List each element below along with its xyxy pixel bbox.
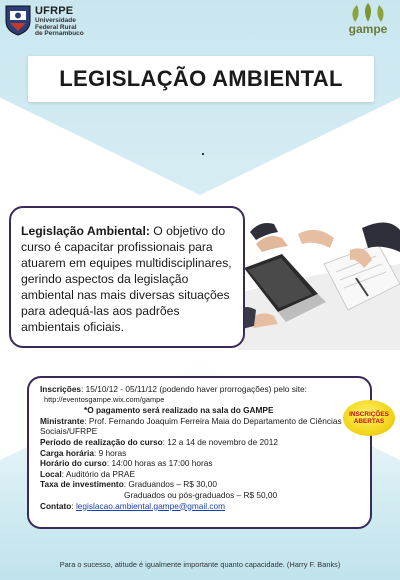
schedule-value: : 14:00 horas as 17:00 horas [106,458,213,469]
registration-value: : 15/10/12 - 05/11/12 (podendo haver prorrogações) pelo site: [81,384,307,394]
ufrpe-line-3: de Pernambuco [35,30,84,38]
description-box [9,206,245,348]
instructor-value: : Prof. Fernando Joaquim Ferreira Maia do Departamento de Ciências [84,415,342,426]
description-body: O objetivo do curso é capacitar profissionais para atuarem em equipes multidisciplinares, gerindo aspectos da legislação ambiental nas mais diversas situações para adequá-las aos padrões ambientais oficiais. [21,224,232,334]
footer-quote: Para o sucesso, atitude é igualmente importante quanto capacidade. (Harry F. Banks) [59,560,341,569]
contact-email-link[interactable]: legislacao.ambiental.gampe@gmail.com [75,500,226,511]
registration-row [40,384,362,395]
payment-note: *O pagamento será realizado na sala do GAMPE [84,405,274,416]
course-info-box [27,376,372,529]
location-row [40,469,362,480]
fee-label: Taxa de investimento [40,479,124,490]
badge-line-2: ABERTAS [353,418,385,425]
gampe-logo [342,2,394,38]
location-label: Local [40,468,62,479]
fee-undergrad: : Graduandos – R$ 30,00 [123,479,217,490]
contact-label: Contato [40,500,72,511]
instructor-department: Sociais/UFRPE [40,426,98,437]
schedule-row [40,458,362,469]
registrations-open-badge [343,400,395,436]
fee-graduate: Graduados ou pós-graduados – R$ 50,00 [124,489,278,500]
gampe-name: gampe [348,22,388,36]
period-label: Período de realização do curso [40,436,163,447]
business-photo [238,214,400,350]
decorative-dot [202,153,204,155]
ufrpe-logo [3,2,113,38]
workload-row [40,448,362,459]
instructor-label: Ministrante [40,415,85,426]
contact-row [40,501,362,512]
badge-line-1: INSCRIÇÕES [349,410,389,418]
period-value: : 12 a 14 de novembro de 2012 [162,436,278,447]
contact-separator: : [71,500,76,511]
gampe-leaves-icon [347,2,389,24]
schedule-label: Horário do curso [40,458,107,469]
ufrpe-line-1: Universidade [35,16,76,24]
description-text [21,223,235,335]
title-banner [28,56,374,102]
instructor-row [40,416,362,427]
page-title: LEGISLAÇÃO AMBIENTAL [59,66,343,91]
workload-label: Carga horária [40,447,94,458]
workload-value: : 9 horas [93,447,127,458]
fee-row [40,479,362,490]
ufrpe-acronym: UFRPE [35,4,74,17]
description-lead: Legislação Ambiental: [21,224,150,238]
registration-label: Inscrições [40,384,82,394]
location-value: : Auditório da PRAE [61,468,136,479]
hands-laptop-illustration [238,214,400,350]
ufrpe-crest-icon [3,3,33,37]
period-row [40,437,362,448]
ufrpe-line-2: Federal Rural [35,23,77,31]
site-url[interactable]: http://eventosgampe.wix.com/gampe [44,394,165,404]
